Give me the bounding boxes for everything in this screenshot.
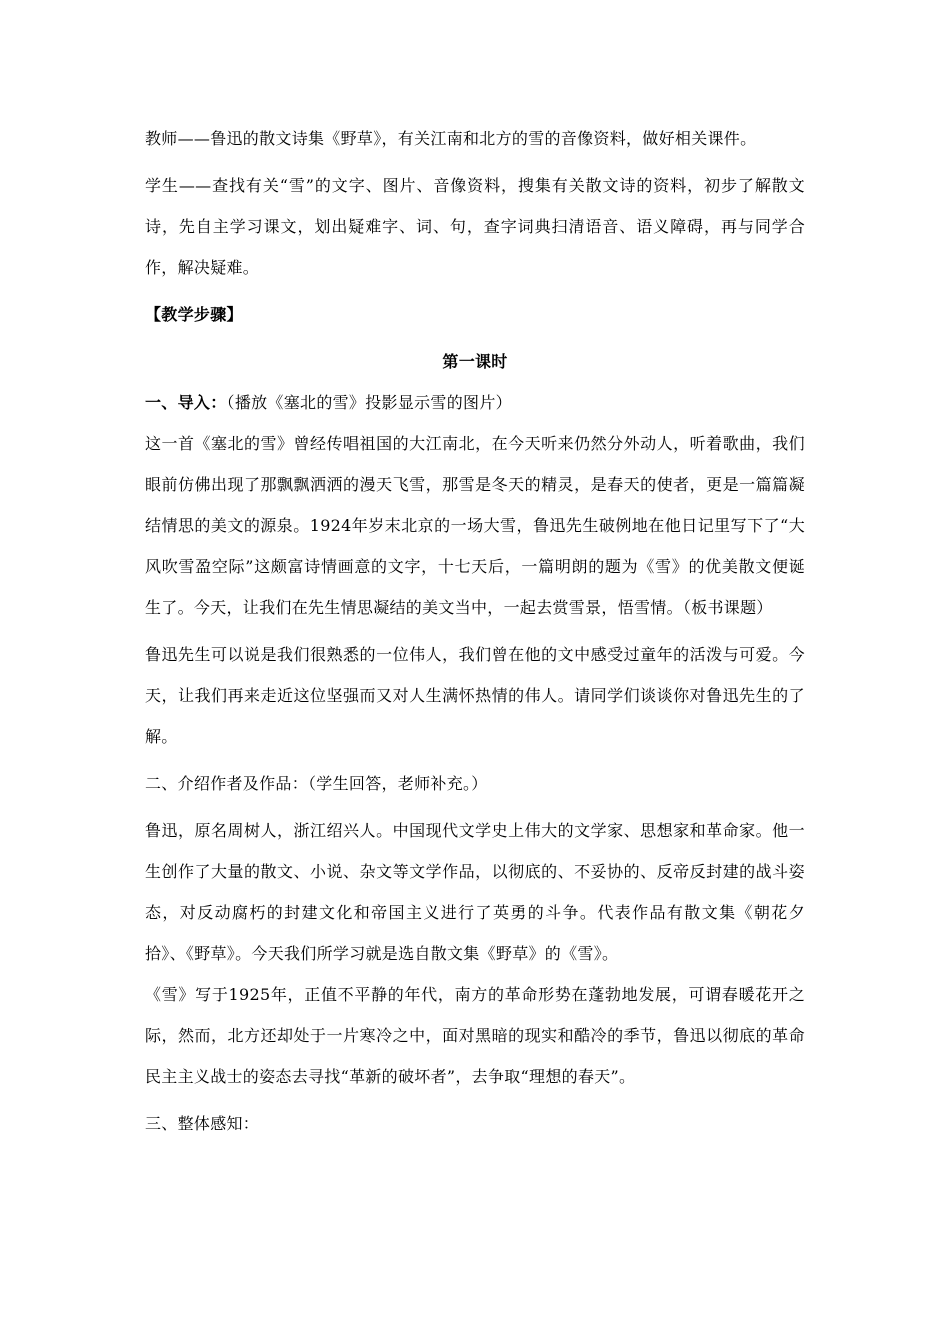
author-paragraph: 鲁迅，原名周树人，浙江绍兴人。中国现代文学史上伟大的文学家、思想家和革命家。他一生创作了大量的散文、小说、杂文等文学作品，以彻底的、不妥协的、反帝反封建的战斗姿态，对反动腐朽的封建文化和帝国主义进行了英勇的斗争。代表作品有散文集《朝花夕拾》、《野草》。今天我们所学习就是选自散文集《野草》的《雪》。 xyxy=(145,821,805,963)
author-heading: 二、介绍作者及作品：（学生回答，老师补充。） xyxy=(145,774,488,793)
document-page xyxy=(145,118,805,1144)
intro-label: 一、导入： xyxy=(145,393,227,412)
lesson-title: 第一课时 xyxy=(442,352,508,371)
intro-paragraph: 这一首《塞北的雪》曾经传唱祖国的大江南北，在今天听来仍然分外动人，听着歌曲，我们眼前仿佛出现了那飘飘洒洒的漫天飞雪，那雪是冬天的精灵，是春天的使者，更是一篇篇凝结情思的美文的源泉。1924年岁末北京的一场大雪，鲁迅先生破例地在他日记里写下了“大风吹雪盈空际”这颇富诗情画意的文字，十七天后，一篇明朗的题为《雪》的优美散文便诞生了。今天，让我们在先生情思凝结的美文当中，一起去赏雪景，悟雪情。（板书课题） xyxy=(145,434,805,617)
overall-heading: 三、整体感知： xyxy=(145,1114,260,1133)
intro-heading xyxy=(145,382,805,423)
background-paragraph: 《雪》写于1925年，正值不平静的年代，南方的革命形势在蓬勃地发展，可谓春暖花开之际，然而，北方还却处于一片寒冷之中，面对黑暗的现实和酷冷的季节，鲁迅以彻底的革命民主主义战士的姿态去寻找“革新的破坏者”，去争取“理想的春天”。 xyxy=(145,985,805,1086)
intro-note: （播放《塞北的雪》投影显示雪的图片） xyxy=(226,393,512,412)
student-prep-paragraph: 学生——查找有关“雪”的文字、图片、音像资料，搜集有关散文诗的资料，初步了解散文诗，先自主学习课文，划出疑难字、词、句，查字词典扫清语音、语义障碍，再与同学合作，解决疑难。 xyxy=(145,176,805,277)
section-title: 【教学步骤】 xyxy=(145,305,243,324)
lu-xun-intro-paragraph: 鲁迅先生可以说是我们很熟悉的一位伟人，我们曾在他的文中感受过童年的活泼与可爱。今天，让我们再来走近这位坚强而又对人生满怀热情的伟人。请同学们谈谈你对鲁迅先生的了解。 xyxy=(145,645,805,746)
teacher-prep-paragraph: 教师——鲁迅的散文诗集《野草》，有关江南和北方的雪的音像资料，做好相关课件。 xyxy=(145,129,757,148)
